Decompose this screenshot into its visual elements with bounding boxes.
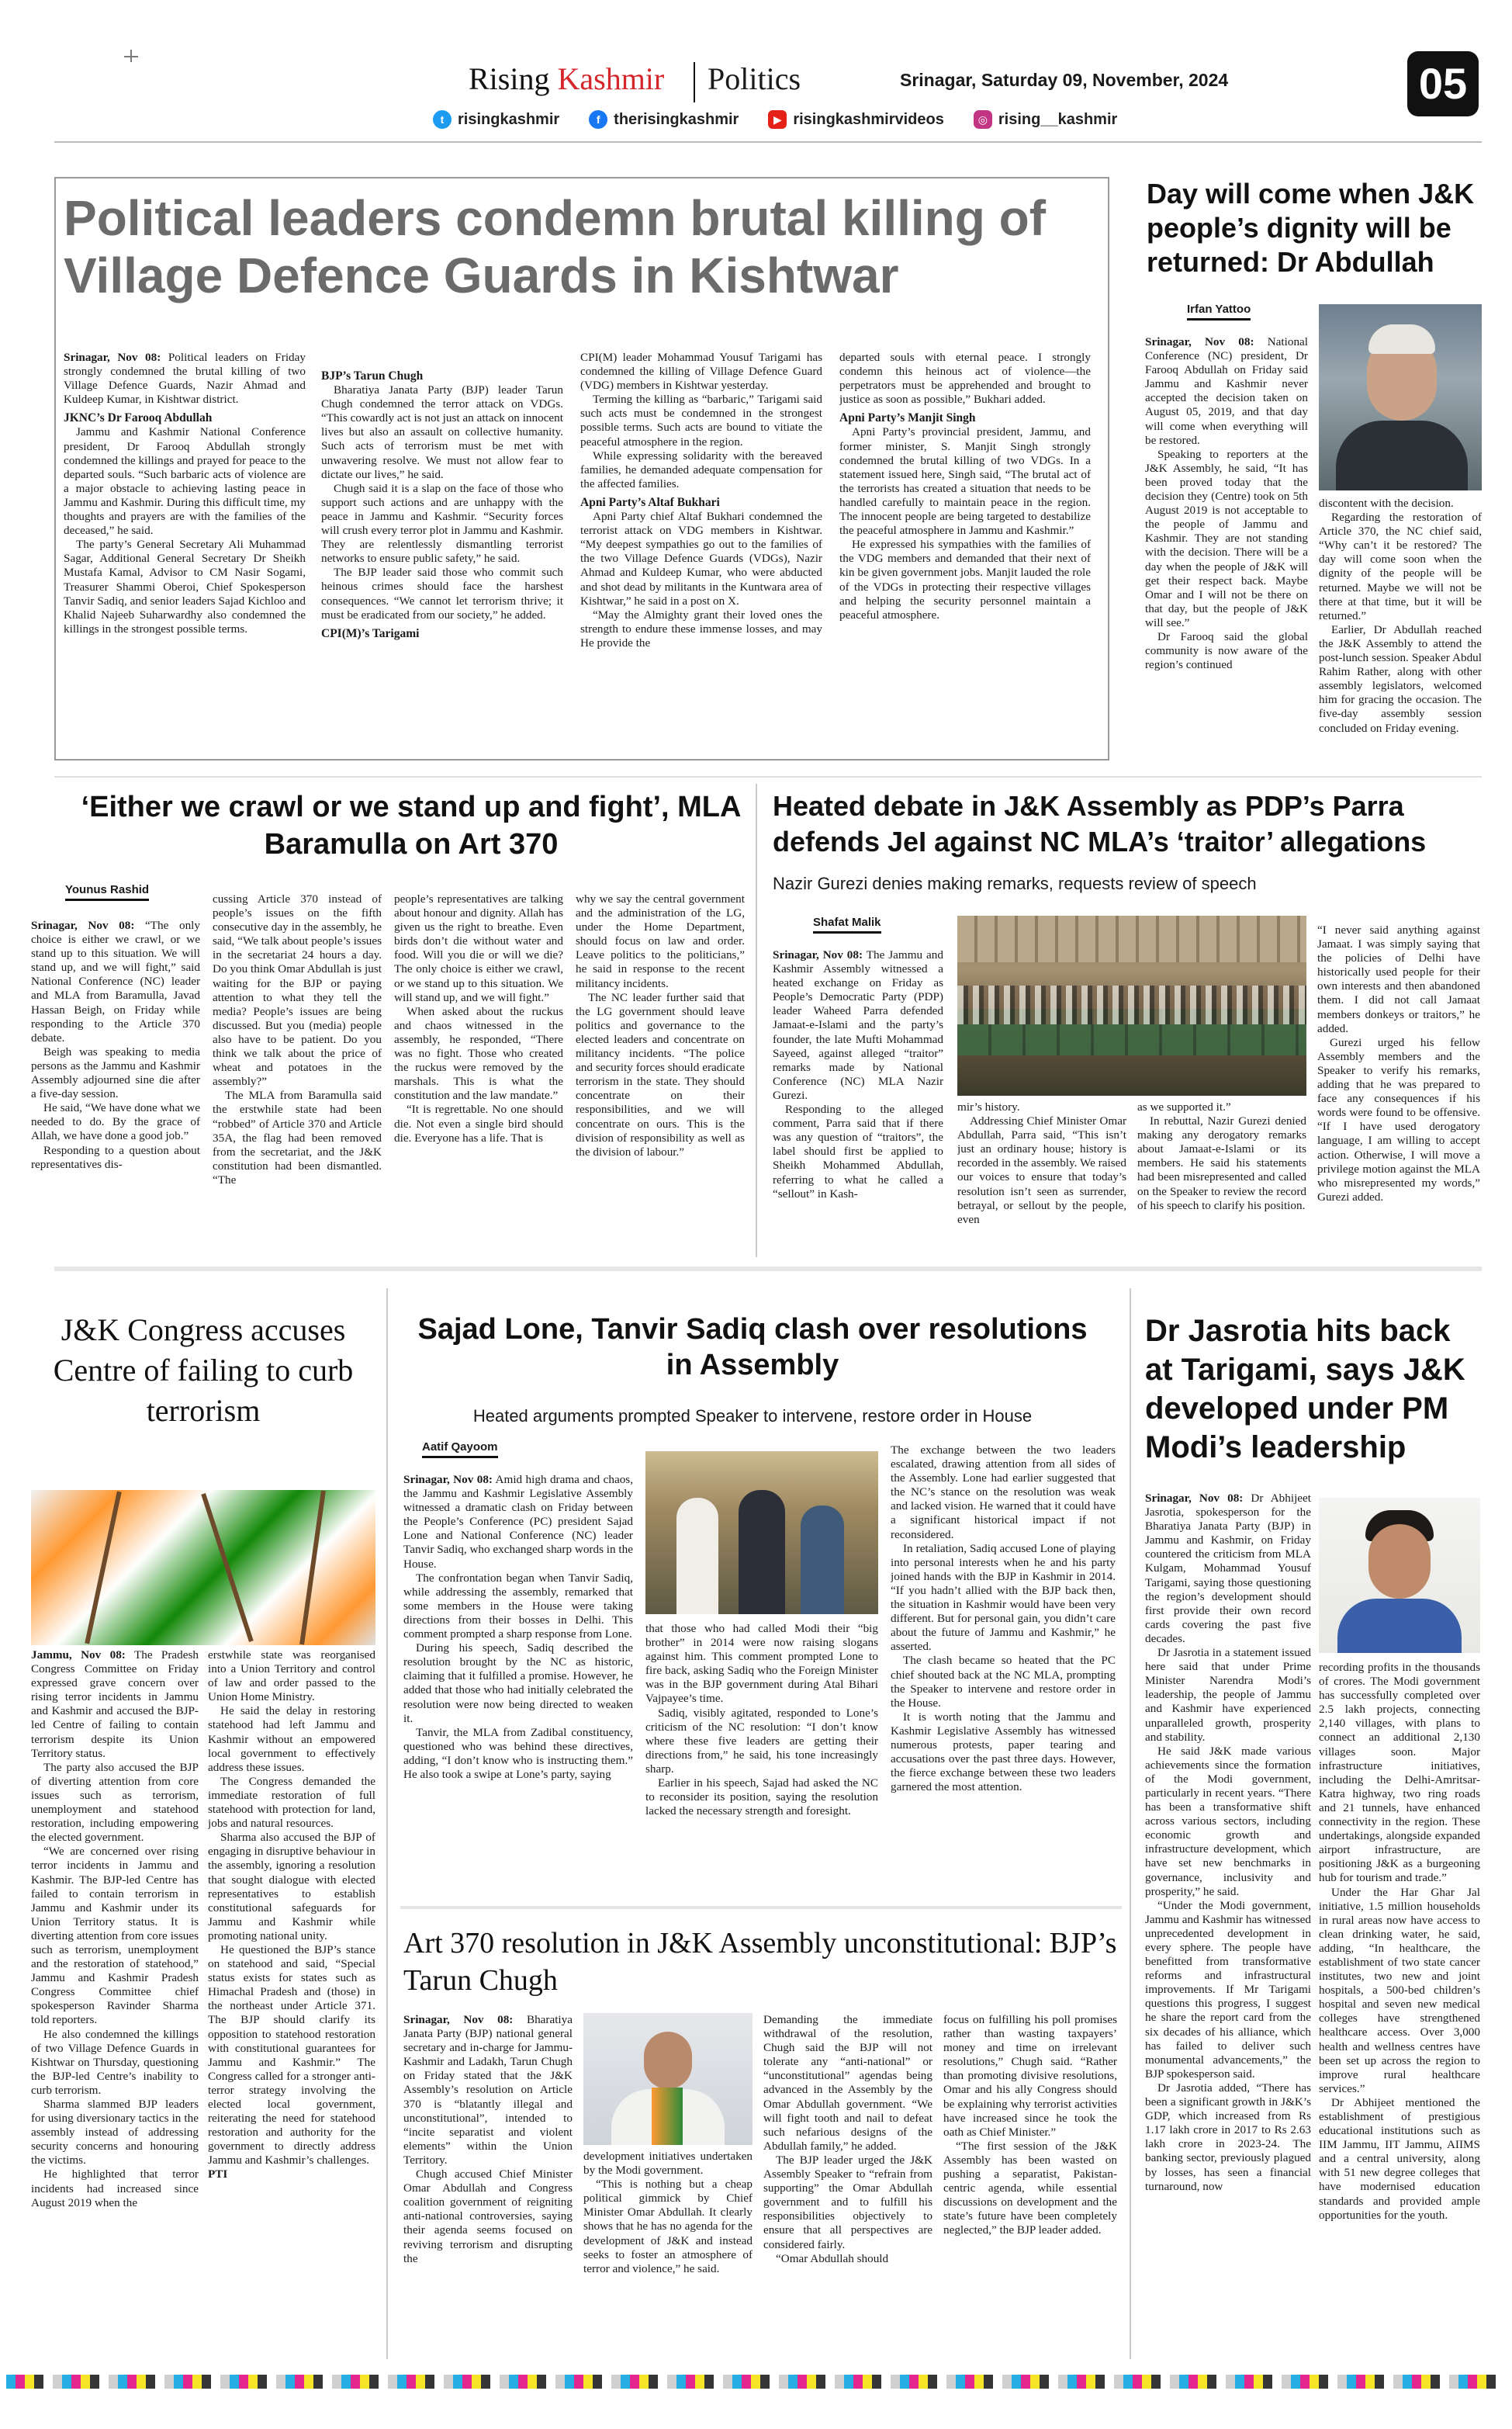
story2-col1 [1145, 335, 1308, 739]
paragraph-text: National Conference (NC) president, Dr Farooq Abdullah on Friday said Jammu and Kashmir never accepted the decision taken on August 05, 2019, and that day will come when everything will be restored. [1145, 335, 1308, 447]
story4-col3 [1137, 1100, 1306, 1254]
body-paragraph [394, 1005, 563, 1104]
paragraph-text: It is worth noting that the Jammu and Kashmir Legislative Assembly has witnessed numerous protests, paper tearing and accusations over the past three days. However, the fierce exchange between these two leaders garnered the most attention. [891, 1710, 1116, 1794]
body-paragraph [64, 538, 306, 636]
body-paragraph [1145, 448, 1308, 630]
body-paragraph [31, 1648, 199, 1761]
body-paragraph [763, 2013, 932, 2154]
masthead-brand [469, 61, 664, 97]
section-rule [54, 1266, 1482, 1271]
paragraph-text: He expressed his sympathies with the families of the VDG members and demanded that their next of kin be given government jobs. Manjit lauded the role of the VDGs in protecting their respective villages and helping the security personnel maintain a peaceful atmosphere. [839, 538, 1091, 622]
story4-col4 [1317, 923, 1480, 1254]
column-divider [386, 1288, 388, 2359]
story4-headline: Heated debate in J&K Assembly as PDP’s Parra defends JeI against NC MLA’s ‘traitor’ allegations [773, 790, 1427, 858]
story3-headline: ‘Either we crawl or we stand up and fight’, MLA Baramulla on Art 370 [81, 791, 742, 861]
body-paragraph [1145, 1899, 1311, 2081]
dateline: Srinagar, Nov 08: [403, 1473, 493, 1486]
paragraph-text: Responding to a question about representatives dis- [31, 1143, 200, 1171]
body-paragraph [1145, 1745, 1311, 1899]
brand-kashmir: Kashmir [557, 61, 665, 96]
paragraph-text: The exchange between the two leaders escalated, drawing attention from all sides of the Assembly. Lone had earlier suggested that the NC’s stance on the resolution was weak and lacked vision. He warned that it could have a significant historical impact if not reconsidered. [891, 1443, 1116, 1541]
body-paragraph [1319, 497, 1482, 511]
paragraph-text: Responding to the alleged comment, Parra said that if there was any question of “traitors”, the label should first be applied to Sheikh Mohammed Abdullah, referring to what he called a “sellout” in Kash- [773, 1103, 943, 1201]
paragraph-text: Political leaders on Friday strongly condemned the brutal killing of two Village Defence Guards, Nazir Ahmad and Kuldeep Kumar, in Kishtwar district. [64, 351, 306, 407]
story1-col4 [839, 351, 1091, 754]
assembly-back-wall [957, 916, 1306, 962]
paragraph-text: “Omar Abdullah should [776, 2251, 889, 2265]
paragraph-text: Dr Abhijeet mentioned the establishment of prestigious educational institutions such as IIM Jammu, IIT Jammu, AIIMS and a central university, along with 51 new degree colleges that have modernised education standards and provided ample opportunities for the youth. [1319, 2095, 1480, 2222]
dateline: Srinagar, Nov 08: [1145, 1492, 1244, 1505]
body-paragraph [31, 2167, 199, 2209]
body-paragraph [31, 1144, 200, 1172]
section-rule [54, 776, 1482, 778]
body-paragraph [208, 1943, 375, 2168]
masthead-dateline: Srinagar, Saturday 09, November, 2024 [900, 70, 1229, 90]
mla-figure [739, 1490, 785, 1614]
body-paragraph [583, 2178, 753, 2276]
print-registration-bar [6, 2375, 1505, 2389]
body-paragraph [1319, 623, 1482, 736]
body-paragraph [957, 1114, 1126, 1227]
paragraph-text: erstwhile state was reorganised into a Union Territory and control of law and order passed to the Union Home Ministry. [208, 1648, 375, 1704]
story7-col2 [1319, 1661, 1480, 2359]
story8-col2 [583, 2150, 753, 2359]
subheading: Apni Party’s Altaf Bukhari [580, 495, 720, 509]
story6-headline: Sajad Lone, Tanvir Sadiq clash over resolutions in Assembly [417, 1313, 1088, 1381]
dateline: Srinagar, Nov 08: [64, 351, 161, 364]
paragraph-text: The party also accused the BJP of diverting attention from core issues such as terrorism, unemployment and statehood restoration, including empowering the elected government. [31, 1760, 199, 1845]
body-paragraph [773, 948, 943, 1103]
congress-rally-photo [31, 1490, 375, 1645]
story8-col4 [943, 2013, 1117, 2359]
portrait-body [1336, 421, 1468, 490]
portrait-body [1337, 1599, 1462, 1653]
body-paragraph [580, 351, 822, 393]
dateline: Srinagar, Nov 08: [403, 2013, 514, 2026]
story7-headline: Dr Jasrotia hits back at Tarigami, says J&K developed under PM Modi’s leadership [1145, 1314, 1465, 1464]
paragraph-text: Apni Party’s provincial president, Jammu, and former minister, S. Manjit Singh strongly condemned the brutal killing of two VDGs. In a statement issued here, Singh said, “The brutal act of the terrorists has created a situation that needs to be handled carefully to maintain peace in the region. The innocent people are being targeted to destabilize the peaceful atmosphere in Jammu and Kashmir.” [839, 425, 1091, 538]
dateline: Srinagar, Nov 08: [773, 948, 863, 962]
tarun-chugh-photo [583, 2013, 753, 2145]
body-paragraph [1145, 2081, 1311, 2194]
masthead-rule [54, 141, 1482, 143]
paragraph-text: discontent with the decision. [1319, 497, 1454, 510]
paragraph-text: The NC leader further said that the LG government should leave politics and governance to the elected leaders and concentrate on militancy incidents. “The police and security forces should eradicate terrorism in the state. They should concentrate on their responsibilities, and we will concentrate on ours. This is the division of responsibility as well as the division of labour.” [576, 990, 745, 1159]
social-bar [433, 106, 1395, 133]
body-paragraph [580, 510, 822, 608]
body-paragraph [1319, 511, 1482, 623]
story4-byline: Shafat Malik [813, 916, 881, 934]
body-paragraph [403, 1641, 633, 1726]
body-paragraph [1145, 1492, 1311, 1646]
paragraph-text: “The only choice is either we crawl, or we stand up to this situation. We will stand up, and we will fight,” said National Conference (NC) leader and MLA from Baramulla, Javad Hassan Beigh, on Friday while responding to the Article 370 debate. [31, 919, 200, 1045]
social-youtube[interactable] [768, 110, 944, 129]
paragraph-text: “The first session of the J&K Assembly has been wasted on pushing a separatist, Pakistan-centric agenda, while essential discussions on development and the state’s future have been completely neglected,” the BJP leader added. [943, 2139, 1117, 2237]
story4-col1 [773, 948, 943, 1254]
paragraph-text: The confrontation began when Tanvir Sadiq, while addressing the assembly, remarked that some members in the House were taking directions from their bosses in Delhi. This comment prompted a sharp response from Lone. [403, 1571, 633, 1641]
story3-col4 [576, 892, 745, 1253]
paragraph-text: departed souls with eternal peace. I strongly condemn this heinous act of violence—the perpetrators must be apprehended and brought to justice as soon as possible,” Bukhari added. [839, 351, 1091, 407]
body-paragraph [763, 2154, 932, 2252]
paragraph-text: The party’s General Secretary Ali Muhammad Sagar, Additional General Secretary Dr Sheikh Mustafa Kamal, Advisor to CM Nasir Sogami, Treasurer Shammi Oberoi, Chief Spokesperson Tanvir Sadiq, and senior leaders Sajad Kichloo and Khalid Najeeb Suharwardhy also condemned the killings in the strongest possible terms. [64, 538, 306, 636]
paragraph-text: Chugh said it is a slap on the face of those who support such actions and are unhappy with the peace in Jammu and Kashmir. “Security forces will crush every terror plot in Jammu and Kashmir. They are relentlessly dismantling terrorist networks to ensure public safety,” he said. [321, 481, 563, 566]
mla-figure [801, 1506, 844, 1614]
body-paragraph [403, 1726, 633, 1782]
story8-col3 [763, 2013, 932, 2359]
paragraph-text: Demanding the immediate withdrawal of the resolution, Chugh said the BJP will not tolerate any “anti-national” or “unconstitutional” agendas being advanced in the Assembly by the Omar Abdullah government. “We will fight tooth and nail to defeat such nefarious designs of the Abdullah family,” he added. [763, 2013, 932, 2153]
body-paragraph [31, 1101, 200, 1143]
mla-figure [676, 1498, 718, 1614]
social-instagram[interactable] [974, 110, 1117, 129]
body-paragraph [403, 1473, 633, 1571]
paragraph-text: Dr Farooq said the global community is now aware of the region’s continued [1145, 629, 1308, 672]
story2-headline: Day will come when J&K people’s dignity will be returned: Dr Abdullah [1147, 178, 1475, 278]
paragraph-text: “Under the Modi government, Jammu and Kashmir has witnessed unprecedented development in every sphere. The people have benefitted from transformative reforms and infrastructural improvements. If Mr Tarigami questions this progress, I suggest he share the report card from the six decades of his alliance, which has failed to deliver such monumental advancements,” the BJP spokesperson said. [1145, 1898, 1311, 2081]
paragraph-text: Sadiq, visibly agitated, responded to Lone’s criticism of the NC resolution: “I don’t know where these five leaders are getting their directions from,” he said, his tone increasingly sharp. [645, 1706, 878, 1776]
body-paragraph [31, 2028, 199, 2098]
story6-col2 [645, 1622, 878, 1892]
body-paragraph [1319, 1661, 1480, 1886]
body-paragraph [208, 2167, 375, 2181]
paragraph-text: Sharma also accused the BJP of engaging in disruptive behaviour in the assembly, ignoring a resolution that sought dialogue with elected representatives to establish constitutional safeguards for Jammu and Kashmir while promoting national unity. [208, 1831, 375, 1942]
paragraph-text: mir’s history. [957, 1100, 1020, 1114]
paragraph-text: PTI [208, 2167, 228, 2181]
subheading: CPI(M)’s Tarigami [321, 626, 420, 640]
social-handle: risingkashmir [458, 110, 560, 128]
column-divider [756, 784, 757, 1257]
body-paragraph [957, 1100, 1126, 1114]
paragraph-text: Bharatiya Janata Party (BJP) leader Tarun Chugh condemned the terror attack on VDGs. “This cowardly act is not just an attack on innocent lives but also an assault on collective humanity. Such acts of terrorism must be met with unwavering resolve. We must not allow fear to dictate our lives,” he said. [321, 383, 563, 481]
paragraph-text: Tanvir, the MLA from Zadibal constituency, questioned who was behind these directives, adding, “I don’t know who is instructing them.” He also took a swipe at Lone’s party, saying [403, 1725, 633, 1781]
body-paragraph [394, 892, 563, 1005]
body-paragraph [576, 991, 745, 1159]
paragraph-text: In rebuttal, Nazir Gurezi denied making any derogatory remarks about Jamaat-e-Islami or its members. He said his statements had been misrepresented and called on the Speaker to review the record of his speech to clarify his position. [1137, 1114, 1306, 1212]
paragraph-text: Addressing Chief Minister Omar Abdullah, Parra said, “This isn’t just an ordinary house; history is recorded in the assembly. We raised our voices to ensure that today’s resolution isn’t seen as surrender, betrayal, or sellout by the people, even [957, 1114, 1126, 1226]
body-paragraph [213, 892, 382, 1089]
portrait-face [644, 2032, 692, 2089]
body-paragraph [583, 2150, 753, 2178]
story2-col2 [1319, 497, 1482, 745]
masthead-divider [694, 62, 695, 102]
story5-col2 [208, 1648, 375, 2359]
story3-byline: Younus Rashid [65, 883, 149, 901]
paragraph-text: “This is nothing but a cheap political gimmick by Chief Minister Omar Abdullah. It clearly shows that he has no agenda for the development of J&K and instead seeks to foster an atmosphere of terror and violence,” he said. [583, 2178, 753, 2275]
story1-col3 [580, 351, 822, 754]
paragraph-text: Dr Jasrotia added, “There has been a significant growth in J&K’s GDP, which increased from Rs 1.17 lakh crore in 2017 to Rs 2.63 lakh crore in 2023-24. The banking sector, previously plagued by losses, has seen a financial turnaround, now [1145, 2081, 1311, 2193]
paragraph-text: The Congress demanded the immediate restoration of full statehood with protection for land, jobs and natural resources. [208, 1774, 375, 1831]
story5-headline: J&K Congress accuses Centre of failing to curb terrorism [53, 1312, 354, 1428]
paragraph-text: Beigh was speaking to media persons as the Jammu and Kashmir Assembly adjourned sine die after a five-day session. [31, 1045, 200, 1101]
social-handle: therisingkashmir [614, 110, 739, 128]
body-paragraph [31, 919, 200, 1045]
paragraph-text: While expressing solidarity with the bereaved families, he demanded adequate compensation for the affected families. [580, 449, 822, 490]
body-paragraph [64, 351, 306, 407]
paragraph-text: The clash became so heated that the PC chief shouted back at the NC MLA, prompting the Speaker to intervene and restore order in the House. [891, 1654, 1116, 1710]
story6-subhead: Heated arguments prompted Speaker to intervene, restore order in House [472, 1406, 1033, 1426]
story3-col1 [31, 919, 200, 1253]
portrait-cap [1368, 324, 1435, 354]
body-paragraph [891, 1542, 1116, 1655]
body-paragraph [213, 1089, 382, 1187]
paragraph-text: Speaking to reporters at the J&K Assembly, he said, “It has been proved today that the decision they (Centre) took on 5th August 2019 is not acceptable to the people of Jammu and Kashmir. They are not standing with the decision. There will be a day when the people of J&K will get their respect back. Maybe Omar and I will not be there on that day, but the people of J&K will see.” [1145, 447, 1308, 629]
paragraph-text: Chugh accused Chief Minister Omar Abdullah and Congress coalition government of reigniting anti-national controversies, saying their agenda seems focused on reviving terrorism and disrupting the [403, 2167, 573, 2265]
paragraph-text: He said, “We have done what we needed to do. By the grace of Allah, we have done a good job.” [31, 1101, 200, 1143]
body-paragraph [645, 1776, 878, 1818]
body-paragraph [580, 608, 822, 650]
paragraph-text: recording profits in the thousands of crores. The Modi government has successfully completed over 2.5 lakh projects, connecting 2,140 villages, with plans to connect an additional 2,130 villages soon. Major infrastructure initiatives, including the Delhi-Amritsar-Katra highway, two ring roads and 21 tunnels, have enhanced connectivity in the region. These undertakings, alongside expanded airport infrastructure, are positioning J&K as a burgeoning hub for tourism and trade.” [1319, 1661, 1480, 1885]
paragraph-text: He questioned the BJP’s stance on statehood and said, “Special status exists for states such as Himachal Pradesh and (those) in the northeast under Article 371. The BJP should clarify its opposition to statehood restoration with constitutional guarantees for Jammu and Kashmir.” The Congress called for a stronger anti-terror strategy involving the elected local government, reiterating the need for statehood restoration and authority for the government to directly address Jammu and Kashmir’s challenges. [208, 1942, 375, 2167]
flag-pole [201, 1493, 254, 1642]
paragraph-text: “It is regrettable. No one should die. Not even a single bird should die. Everyone has a life. That is [394, 1103, 563, 1145]
paragraph-text: focus on fulfilling his poll promises rather than wasting taxpayers’ money and time on irrelevant resolutions,” Chugh said. “Rather than promoting divisive resolutions, Omar and his ally Congress should be explaining why terrorist activities have increased since he took the oath as Chief Minister.” [943, 2013, 1117, 2139]
body-paragraph [576, 892, 745, 991]
story1-col2 [321, 365, 563, 754]
paragraph-text: Earlier in his speech, Sajad had asked the NC to reconsider its position, saying the resolution lacked the necessary strength and foresight. [645, 1776, 878, 1818]
body-paragraph [891, 1654, 1116, 1710]
paragraph-text: as we supported it.” [1137, 1100, 1231, 1114]
portrait-face [1368, 1524, 1431, 1599]
social-handle: rising__kashmir [998, 110, 1118, 128]
dateline: Srinagar, Nov 08: [1145, 335, 1254, 348]
body-paragraph [943, 2140, 1117, 2238]
paragraph-text: that those who had called Modi their “big brother” in 2014 were now raising slogans against him. This comment prompted Lone to fire back, asking Sadiq who the Foreign Minister was in the BJP government during Atal Bihari Vajpayee’s time. [645, 1622, 878, 1706]
body-paragraph [403, 2013, 573, 2167]
assembly-hall-photo [957, 916, 1306, 1096]
paragraph-text: people’s representatives are talking about honour and dignity. Allah has given us the right to breathe. Even birds don’t die without water and food. Will you die or will we die? The only choice is either we crawl, or we stand up to this situation. We will stand up, and we will fight.” [394, 892, 563, 1004]
body-paragraph [1137, 1100, 1306, 1114]
instagram-icon: ◎ [974, 110, 992, 129]
story3-col3 [394, 892, 563, 1253]
body-paragraph [31, 1761, 199, 1845]
body-paragraph [208, 1831, 375, 1943]
paragraph-text: The Pradesh Congress Committee on Friday expressed grave concern over rising terror incidents in Jammu and Kashmir and accused the BJP-led Centre of failing to contain terrorism despite its Union Territory status. [31, 1648, 199, 1760]
jasrotia-photo [1319, 1498, 1480, 1653]
social-facebook[interactable] [589, 110, 739, 129]
farooq-abdullah-photo [1319, 304, 1482, 490]
section-rule [400, 1906, 1122, 1909]
story6-byline: Aatif Qayoom [422, 1440, 498, 1458]
portrait-scarf [652, 2088, 683, 2145]
body-paragraph [208, 1775, 375, 1831]
story2-byline: Irfan Yattoo [1187, 303, 1251, 321]
story6-col1 [403, 1473, 633, 1892]
body-paragraph [580, 393, 822, 449]
paragraph-text: CPI(M) leader Mohammad Yousuf Tarigami has condemned the killing of Village Defence Guard (VDG) members in Kishtwar yesterday. [580, 351, 822, 393]
body-paragraph [1319, 1886, 1480, 2096]
body-paragraph [1145, 630, 1308, 672]
body-paragraph [839, 351, 1091, 407]
paragraph-text: Jammu and Kashmir National Conference president, Dr Farooq Abdullah strongly condemned the killings and prayed for peace to the departed souls. “Such barbaric acts of violence are a major obstacle to achieving lasting peace in Jammu and Kashmir. During this difficult time, my thoughts and prayers are with the families of the deceased,” he said. [64, 425, 306, 538]
paragraph-text: He highlighted that terror incidents had increased since August 2019 when the [31, 2167, 199, 2209]
story7-col1 [1145, 1492, 1311, 2359]
body-paragraph [891, 1443, 1116, 1542]
paragraph-text: Regarding the restoration of Article 370, the NC chief said, “Why can’t it be restored? The day will come soon when the dignity of the people will be returned. Maybe we will not be there at that time, but it will be returned.” [1319, 511, 1482, 622]
subheading: BJP’s Tarun Chugh [321, 369, 424, 383]
body-paragraph [1137, 1114, 1306, 1213]
dateline: Jammu, Nov 08: [31, 1648, 126, 1661]
paragraph-text: The BJP leader urged the J&K Assembly Speaker to “refrain from supporting” the Omar Abdullah government and to fulfill his responsibilities objectively to ensure that all perspectives are considered fairly. [763, 2153, 932, 2251]
body-paragraph [321, 566, 563, 622]
paragraph-text: “I never said anything against Jamaat. I was simply saying that the policies of Delhi have historically used people for their own interests and then abandoned them. I did not call Jamaat members donkeys or traitors,” he added. [1317, 923, 1480, 1035]
body-paragraph [645, 1622, 878, 1707]
body-paragraph [891, 1710, 1116, 1795]
paragraph-text: Gurezi urged his fellow Assembly members and the Speaker to verify his remarks, adding that he was prepared to face any consequences if his words were found to be offensive. “If I have used derogatory language, I am willing to accept action. Otherwise, I will move a privilege motion against the MLA who misrepresented my words,” Gurezi added. [1317, 1035, 1480, 1204]
paragraph-text: Bharatiya Janata Party (BJP) national general secretary and in-charge for Jammu-Kashmir and Ladakh, Tarun Chugh on Friday stated that the J&K Assembly’s resolution on Article 370 is “blatantly illegal and unconstitutional”, intended to “incite separatist and violent elements” within the Union Territory. [403, 2013, 573, 2167]
paragraph-text: Apni Party chief Altaf Bukhari condemned the terrorist attack on VDG members in Kishtwar. “My deepest sympathies go out to the families of the two Village Defence Guards (VDGs), Nazir Ahmad and Kuldeep Kumar, who were abducted and shot dead by militants in the Kuntwara area of Kishtwar,” he said in a post on X. [580, 510, 822, 608]
body-paragraph [31, 2098, 199, 2167]
paragraph-text: He said the delay in restoring statehood had left Jammu and Kashmir without an empowered local government to effectively address these issues. [208, 1704, 375, 1774]
assembly-clash-photo [645, 1451, 878, 1614]
column-divider [1130, 1288, 1131, 2359]
paragraph-text: Amid high drama and chaos, the Jammu and Kashmir Legislative Assembly witnessed a dramatic clash on Friday between the People’s Conference (PC) president Sajad Lone and National Conference (NC) leader Tanvir Sadiq, who exchanged sharp words in the House. [403, 1473, 633, 1571]
paragraph-text: In retaliation, Sadiq accused Lone of playing into personal interests when he and his party joined hands with the BJP in Kashmir in 2014. “If you hadn’t allied with the BJP back then, the situation in Kashmir would have been very different. But for personal gain, you didn’t care about the future of Jammu and Kashmir,” he asserted. [891, 1541, 1116, 1654]
body-paragraph [1317, 923, 1480, 1036]
paragraph-text: During his speech, Sadiq described the resolution brought by the NC as historic, claiming that it fulfilled a promise. However, he added that those who had initially celebrated the resolution were now being directed to weaken it. [403, 1641, 633, 1725]
paragraph-text: Dr Jasrotia in a statement issued here said that under Prime Minister Narendra Modi’s leadership, the people of Jammu and Kashmir have experienced unparalleled growth, prosperity and stability. [1145, 1646, 1311, 1744]
social-twitter[interactable] [433, 110, 559, 129]
body-paragraph [208, 1704, 375, 1774]
body-paragraph [31, 1045, 200, 1101]
brand-rising: Rising [469, 61, 558, 96]
dateline: Srinagar, Nov 08: [31, 919, 135, 932]
paragraph-text: Dr Abhijeet Jasrotia, spokesperson for the Bharatiya Janata Party (BJP) in Jammu and Kashmir, on Friday countered the criticism from MLA Kulgam, Mohammad Yousuf Tarigami, saying those questioning the region’s development should first provide their own record cards covering the past five decades. [1145, 1492, 1311, 1645]
paragraph-text: Terming the killing as “barbaric,” Tarigami said such acts must be condemned in the strongest possible terms. Such acts are bound to vitiate the peaceful atmosphere in the region. [580, 393, 822, 449]
paragraph-text: He said J&K made various achievements since the formation of the Modi government, particularly in recent years. “There has been a transformative shift across various sectors, including economic growth and infrastructure development, which have set new benchmarks in governance, inclusivity and prosperity,” he said. [1145, 1744, 1311, 1898]
story8-headline: Art 370 resolution in J&K Assembly unconstitutional: BJP’s Tarun Chugh [403, 1927, 1117, 1997]
story4-subhead: Nazir Gurezi denies making remarks, requests review of speech [773, 874, 1257, 893]
paragraph-text: cussing Article 370 instead of people’s issues on the fifth consecutive day in the assembly, he said, “We talk about people’s issues in the secretariat 24 hours a day. Do you think Omar Abdullah is just waiting for the BJP or paying attention to what they tell the media? People’s issues are being discussed. But you (media) people also have to be patient. Do you think we talk about the price of wheat and potatoes in the assembly?” [213, 892, 382, 1089]
paragraph-text: The MLA from Baramulla said the erstwhile state had been “robbed” of Article 370 and Article 35A, the flag had been removed from the secretariat, and the J&K constitution had been dismantled. “The [213, 1089, 382, 1187]
body-paragraph [31, 1845, 199, 2027]
body-paragraph [580, 449, 822, 491]
body-paragraph [839, 538, 1091, 622]
flag-pole [85, 1492, 121, 1644]
paragraph-text: He also condemned the killings of two Village Defence Guards in Kishtwar on Thursday, questioning the BJP-led Centre’s inability to curb terrorism. [31, 2027, 199, 2097]
story1-col1 [64, 351, 306, 754]
paragraph-text: development initiatives undertaken by the Modi government. [583, 2150, 753, 2178]
page-number: 05 [1407, 51, 1479, 116]
body-paragraph [321, 383, 563, 482]
story6-col3 [891, 1443, 1116, 1892]
youtube-icon: ▶ [768, 110, 787, 129]
body-paragraph [403, 1571, 633, 1641]
subheading: JKNC’s Dr Farooq Abdullah [64, 411, 213, 425]
body-paragraph [403, 2167, 573, 2266]
body-paragraph [1145, 1646, 1311, 1745]
paragraph-text: Sharma slammed BJP leaders for using diversionary tactics in the assembly instead of addressing security concerns and honouring the victims. [31, 2098, 199, 2167]
body-paragraph [763, 2252, 932, 2266]
story4-col2 [957, 1100, 1126, 1254]
paragraph-text: why we say the central government and the administration of the LG, under the Home Department, should focus on law and order. Leave politics to the politicians,” he said in response to the recent militancy incidents. [576, 892, 745, 990]
paragraph-text: “May the Almighty grant their loved ones the strength to endure these immense losses, and may He provide the [580, 608, 822, 650]
story5-col1 [31, 1648, 199, 2359]
body-paragraph [1145, 335, 1308, 448]
body-paragraph [645, 1707, 878, 1776]
paragraph-text: The BJP leader said those who commit such heinous crimes should face the harshest consequences. “We cannot let terrorism thrive; it must be eradicated from our society,” he added. [321, 566, 563, 622]
paragraph-text: The Jammu and Kashmir Assembly witnessed a heated exchange on Friday as People’s Democratic Party (PDP) leader Waheed Parra defended Jamaat-e-Islami and the party’s founder, the late Mufti Mohammad Sayeed, against alleged “traitor” remarks made by National Conference (NC) MLA Nazir Gurezi. [773, 948, 943, 1102]
section-title: Politics [708, 61, 801, 96]
facebook-icon: f [589, 110, 607, 129]
body-paragraph [1319, 2096, 1480, 2223]
assembly-crowd [957, 986, 1306, 1024]
body-paragraph [943, 2013, 1117, 2140]
subheading: Apni Party’s Manjit Singh [839, 411, 976, 425]
body-paragraph [64, 425, 306, 538]
body-paragraph [321, 482, 563, 567]
paragraph-text: When asked about the ruckus and chaos witnessed in the assembly, he responded, “There was no fight. Those who created the ruckus were removed by the marshals. This is what the constitution and the law mandate.” [394, 1004, 563, 1103]
crop-mark [130, 50, 132, 62]
body-paragraph [773, 1103, 943, 1201]
paragraph-text: “We are concerned over rising terror incidents in Jammu and Kashmir. The BJP-led Centre has failed to contain terrorism in Jammu and Kashmir under its Union Territory status. It is diverting attention from core issues such as terrorism, unemployment and the restoration of statehood,” Jammu and Kashmir Pradesh Congress Committee chief spokesperson Ravinder Sharma told reporters. [31, 1845, 199, 2027]
social-handle: risingkashmirvideos [793, 110, 944, 128]
story1-headline: Political leaders condemn brutal killing of Village Defence Guards in Kishtwar [64, 190, 1047, 303]
body-paragraph [394, 1103, 563, 1145]
body-paragraph [839, 425, 1091, 538]
story3-col2 [213, 892, 382, 1253]
body-paragraph [1317, 1036, 1480, 1204]
flag-pole [299, 1491, 326, 1645]
twitter-icon: t [433, 110, 452, 129]
story8-col1 [403, 2013, 573, 2359]
body-paragraph [208, 1648, 375, 1704]
paragraph-text: Under the Har Ghar Jal initiative, 1.5 million households in rural areas now have access to clean drinking water, he said, adding, “In healthcare, the establishment of two state cancer institutes, two new and joint hospitals, a 500-bed children’s hospital and seven new medical colleges have strengthened healthcare access. Over 3,000 health and wellness centres have been set up across the region to improve rural healthcare services.” [1319, 1885, 1480, 2095]
paragraph-text: Earlier, Dr Abdullah reached the J&K Assembly to attend the post-lunch session. Speaker Abdul Rahim Rather, along with other assembly legislators, welcomed him for gracing the occasion. The five-day assembly session concluded on Friday evening. [1319, 622, 1482, 735]
